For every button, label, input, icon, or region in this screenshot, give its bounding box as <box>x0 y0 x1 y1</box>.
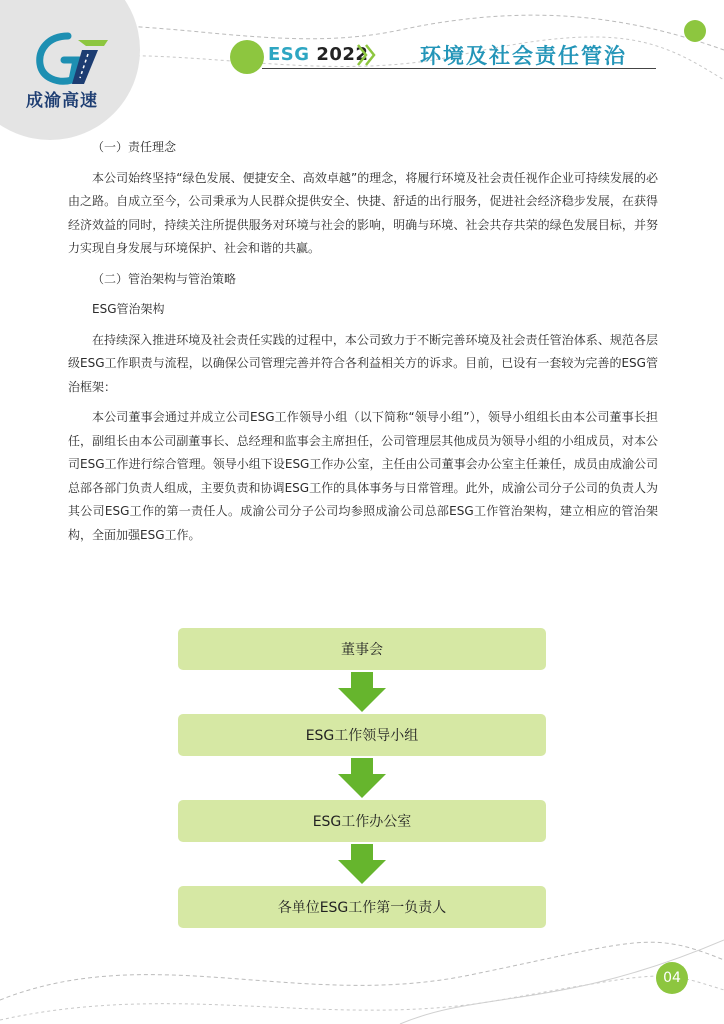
paragraph: 本公司始终坚持“绿色发展、便捷安全、高效卓越”的理念，将履行环境及社会责任视作企业可持续发展的必由之路。自成立至今，公司秉承为人民群众提供安全、快捷、舒适的出行服务，促进社会经济稳步发展，在获得经济效益的同时，持续关注所提供服务对环境与社会的影响，明确与环境、社会共存共荣的绿色发展目标，并努力实现自身发展与环境保护、社会和谐的共赢。 <box>68 170 658 255</box>
corner-dot <box>684 20 706 42</box>
section-heading: （二）管治架构与管治策略 <box>92 271 237 286</box>
report-year: 2022 <box>316 44 369 65</box>
header-dot <box>230 40 264 74</box>
subsection-heading: ESG管治架构 <box>92 302 165 316</box>
body-content <box>68 136 658 554</box>
down-arrow-icon <box>178 756 546 800</box>
company-logo-text: 成渝高速 <box>26 91 98 111</box>
report-label <box>268 44 368 65</box>
flow-step-office: ESG工作办公室 <box>178 800 546 842</box>
page-title: 环境及社会责任管治 <box>420 44 627 68</box>
governance-flowchart <box>178 628 546 928</box>
section-heading: （一）责任理念 <box>92 140 177 154</box>
page-number: 04 <box>656 962 688 994</box>
esg-text: ESG <box>268 44 310 65</box>
flow-step-board: 董事会 <box>178 628 546 670</box>
paragraph: 在持续深入推进环境及社会责任实践的过程中，本公司致力于不断完善环境及社会责任管治体系、规范各层级ESG工作职责与流程，以确保公司管理完善并符合各利益相关方的诉求。目前，已设有一套较为完善的ESG管治框架： <box>68 332 658 394</box>
flow-step-leading-group: ESG工作领导小组 <box>178 714 546 756</box>
flow-step-unit-head: 各单位ESG工作第一负责人 <box>178 886 546 928</box>
down-arrow-icon <box>178 842 546 886</box>
chevron-right-icon <box>356 42 378 68</box>
down-arrow-icon <box>178 670 546 714</box>
company-logo-icon <box>34 30 112 86</box>
paragraph: 本公司董事会通过并成立公司ESG工作领导小组（以下简称“领导小组”），领导小组组长由本公司董事长担任，副组长由本公司副董事长、总经理和监事会主席担任，公司管理层其他成员为领导小组的小组成员，对本公司ESG工作进行综合管理。领导小组下设ESG工作办公室，主任由公司董事会办公室主任兼任，成员由成渝公司总部各部门负责人组成，主要负责和协调ESG工作的具体事务与日常管理。此外，成渝公司分子公司的负责人为其公司ESG工作的第一责任人。成渝公司分子公司均参照成渝公司总部ESG工作管治架构，建立相应的管治架构，全面加强ESG工作。 <box>68 410 658 542</box>
